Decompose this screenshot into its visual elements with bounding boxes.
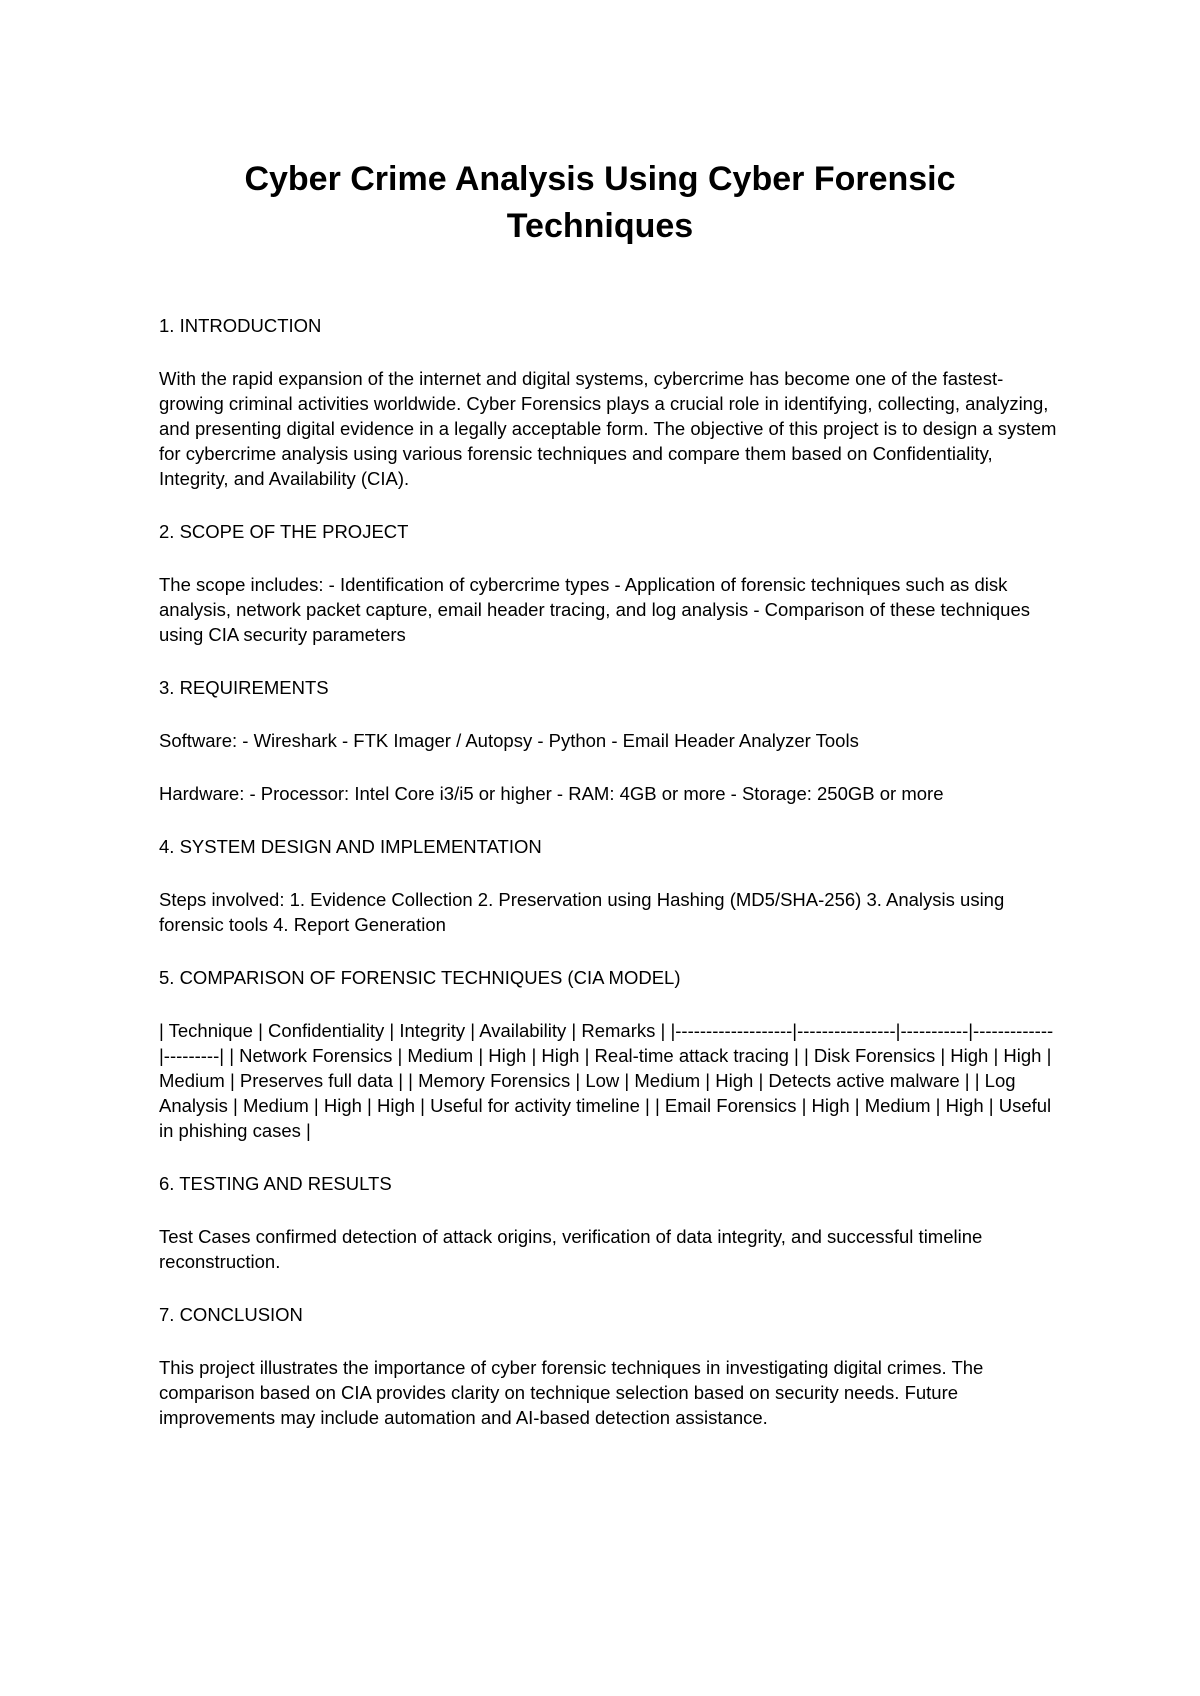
section-body-scope: The scope includes: - Identification of cybercrime types - Application of forensic techniques such as disk analysis, network packet capture, email header tracing, and log analysis - Comparison of these techniques using CIA security parameters xyxy=(159,574,1030,645)
section-heading-design: 4. SYSTEM DESIGN AND IMPLEMENTATION xyxy=(159,836,542,857)
section-heading-conclusion: 7. CONCLUSION xyxy=(159,1304,303,1325)
requirements-hardware: Hardware: - Processor: Intel Core i3/i5 or higher - RAM: 4GB or more - Storage: 250GB or more xyxy=(159,783,944,804)
document-body xyxy=(159,313,1059,1458)
section-heading-requirements: 3. REQUIREMENTS xyxy=(159,677,329,698)
section-heading-scope: 2. SCOPE OF THE PROJECT xyxy=(159,521,409,542)
section-heading-comparison: 5. COMPARISON OF FORENSIC TECHNIQUES (CIA MODEL) xyxy=(159,967,681,988)
section-heading-testing: 6. TESTING AND RESULTS xyxy=(159,1173,392,1194)
requirements-software: Software: - Wireshark - FTK Imager / Autopsy - Python - Email Header Analyzer Tools xyxy=(159,730,859,751)
section-body-design: Steps involved: 1. Evidence Collection 2. Preservation using Hashing (MD5/SHA-256) 3. Analysis using forensic tools 4. Report Generation xyxy=(159,889,1005,935)
document-title: Cyber Crime Analysis Using Cyber Forensic Techniques xyxy=(244,160,956,245)
section-body-testing: Test Cases confirmed detection of attack origins, verification of data integrity, and successful timeline reconstruction. xyxy=(159,1226,983,1272)
section-body-comparison: | Technique | Confidentiality | Integrity | Availability | Remarks | |-------------------|----------------|-----------|-------------|---------| | Network Forensics | Medium | High | High | Real-time attack tracing | | Disk Forensics | High | High | Medium | Preserves full data | | Memory Forensics | Low | Medium | High | Detects active malware | | Log Analysis | Medium | High | High | Useful for activity timeline | | Email Forensics | High | Medium | High | Useful in phishing cases | xyxy=(159,1020,1054,1141)
section-heading-introduction: 1. INTRODUCTION xyxy=(159,315,322,336)
section-body-introduction: With the rapid expansion of the internet and digital systems, cybercrime has become one of the fastest-growing criminal activities worldwide. Cyber Forensics plays a crucial role in identifying, collecting, analyzing, and presenting digital evidence in a legally acceptable form. The objective of this project is to design a system for cybercrime analysis using various forensic techniques and compare them based on Confidentiality, Integrity, and Availability (CIA). xyxy=(159,368,1057,489)
section-body-conclusion: This project illustrates the importance of cyber forensic techniques in investigating digital crimes. The comparison based on CIA provides clarity on technique selection based on security needs. Future improvements may include automation and AI-based detection assistance. xyxy=(159,1357,984,1428)
